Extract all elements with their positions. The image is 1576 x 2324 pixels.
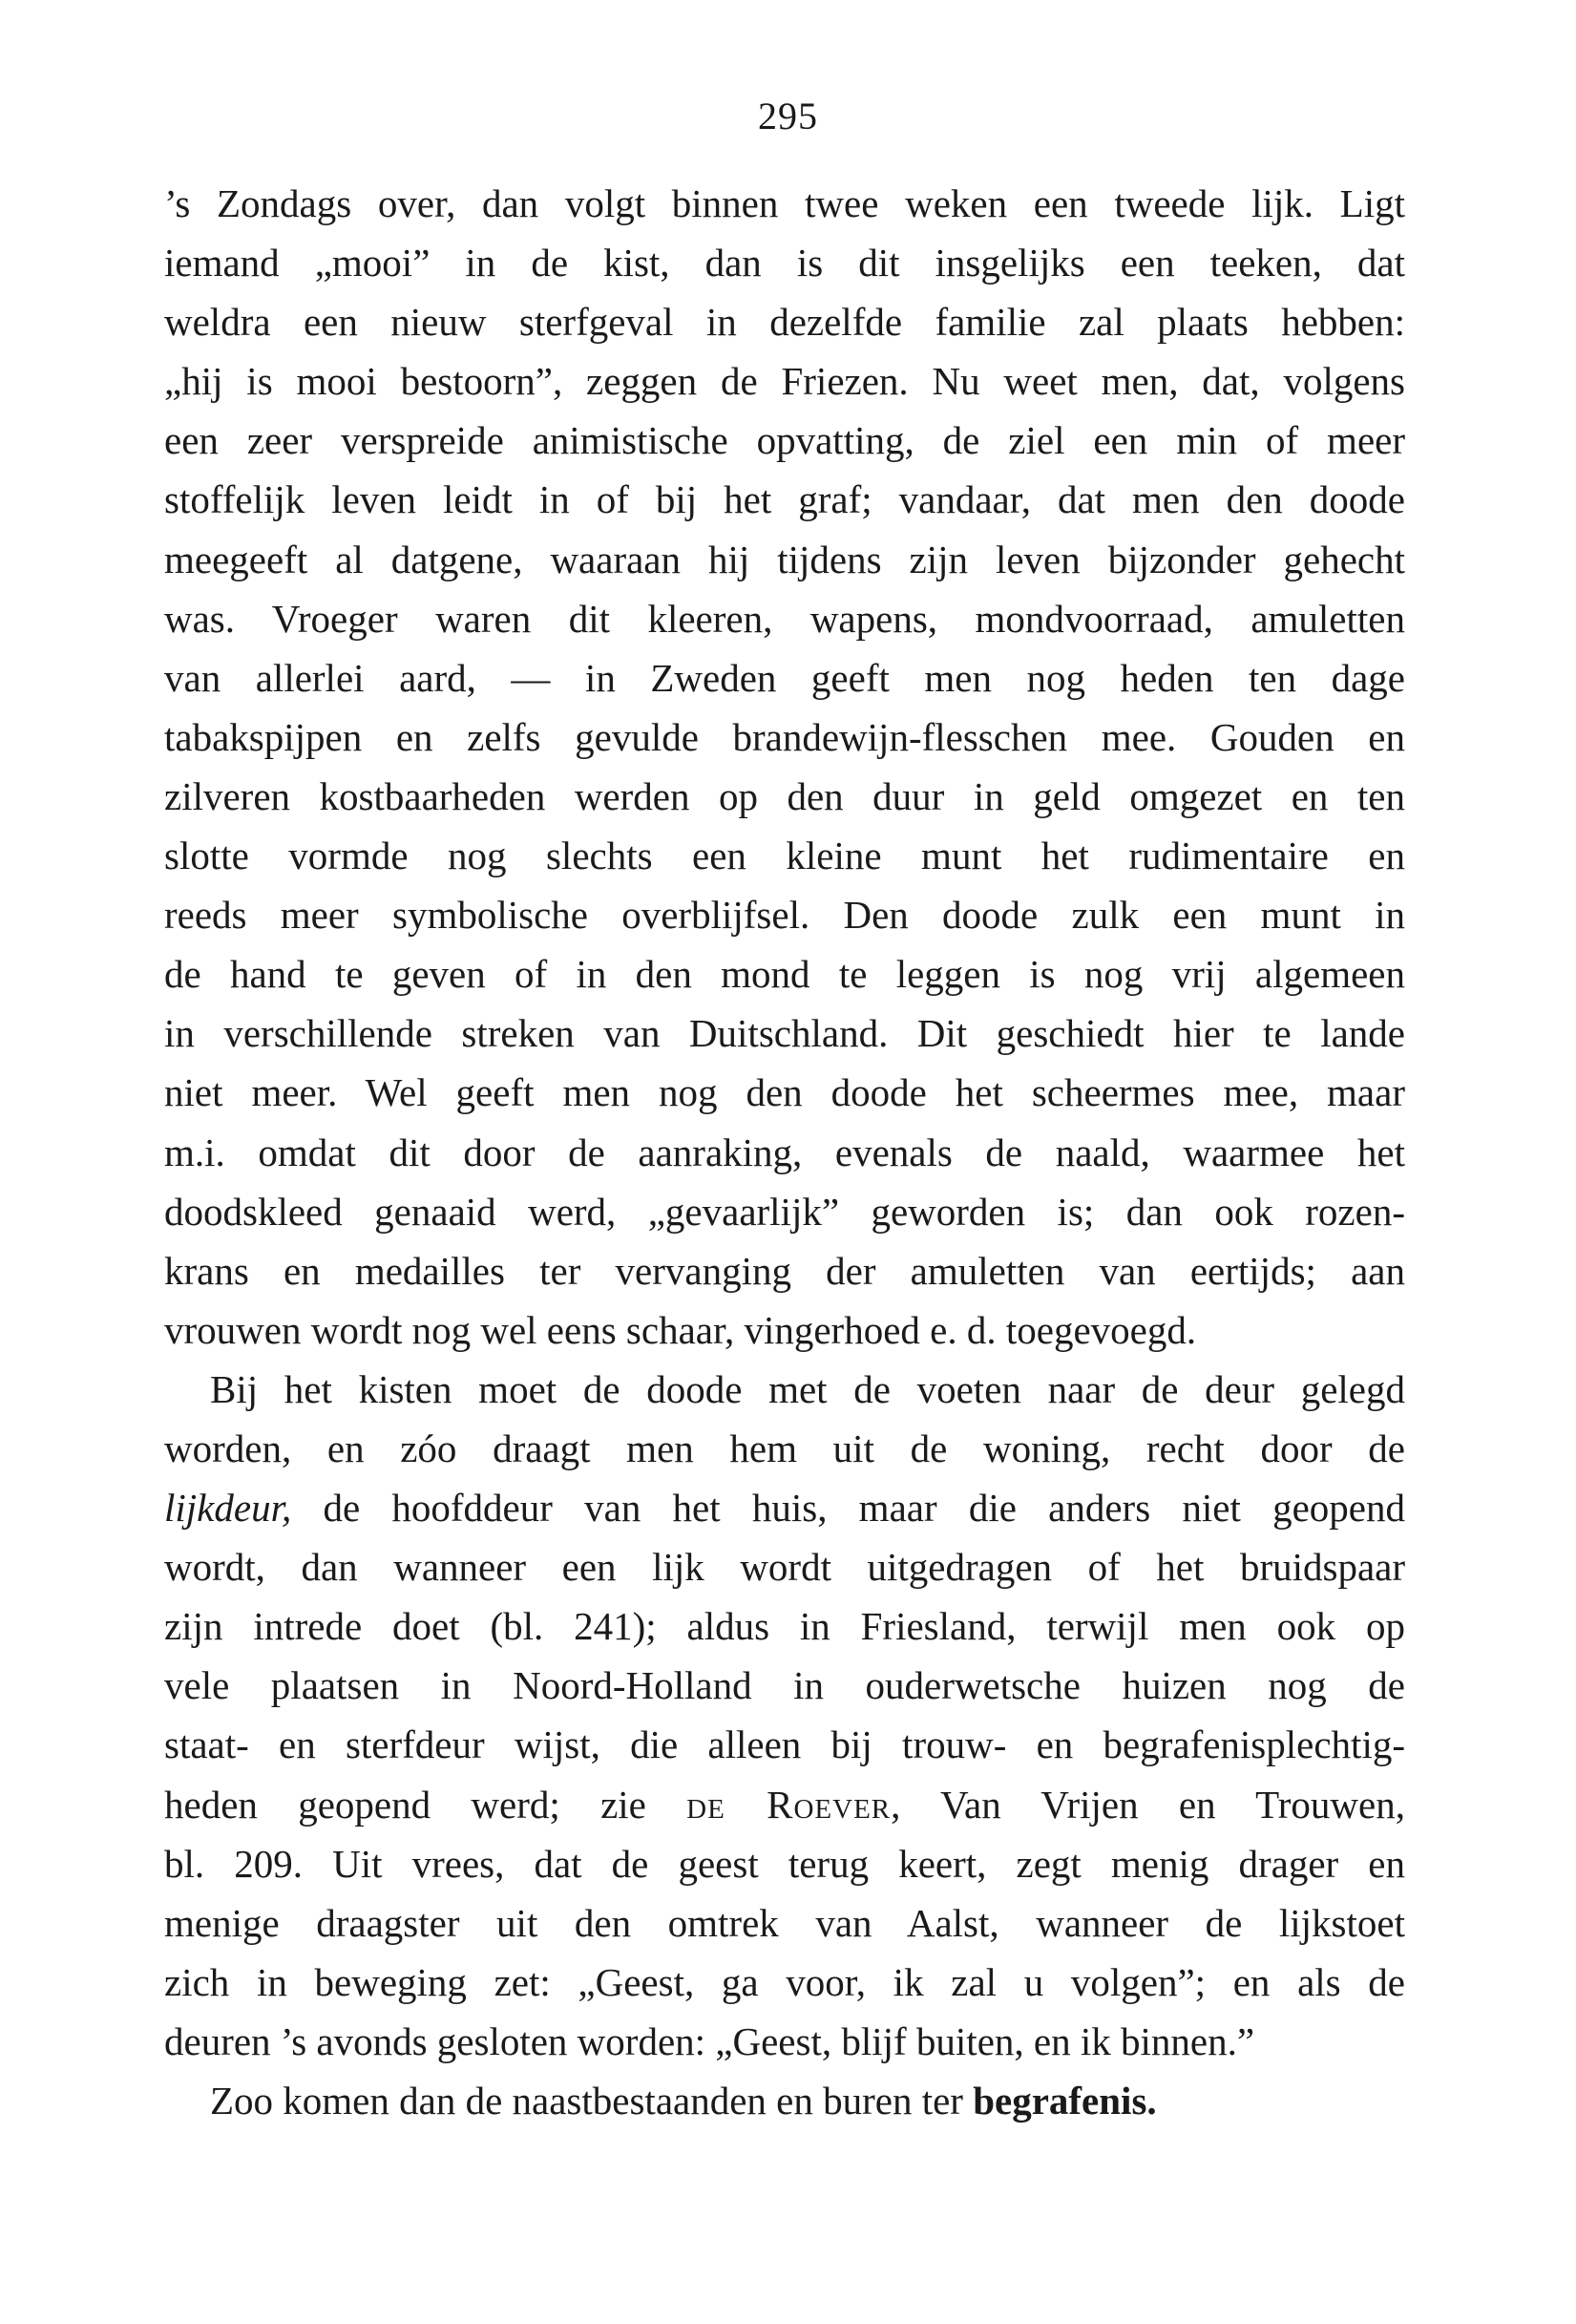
text-line: worden, en zóo draagt men hem uit de woning, recht door de [164, 1426, 1405, 1470]
text-line-citation [164, 1775, 1405, 1834]
text-line: stoffelijk leven leidt in of bij het graf; vandaar, dat men den doode [164, 477, 1405, 522]
text-line: van allerlei aard, — in Zweden geeft men nog heden ten dage [164, 655, 1405, 700]
text-line: zilveren kostbaarheden werden op den duur in geld omgezet en ten [164, 773, 1405, 818]
text-run: Zoo komen dan de naastbestaanden en buren ter [210, 2079, 974, 2123]
text-line: weldra een nieuw sterfgeval in dezelfde familie zal plaats hebben: [164, 300, 1405, 345]
text-line: Bij het kisten moet de doode met de voeten naar de deur gelegd [210, 1366, 1405, 1411]
text-line: menige draagster uit den omtrek van Aalst, wanneer de lijkstoet [164, 1900, 1405, 1945]
text-line: deuren ’s avonds gesloten worden: „Geest, blijf buiten, en ik binnen.” [164, 2018, 1255, 2063]
text-line: krans en medailles ter vervanging der amuletten van eertijds; aan [164, 1248, 1405, 1293]
text-run: heden geopend werd; zie [164, 1782, 687, 1827]
text-line: ’s Zondags over, dan volgt binnen twee weken een tweede lijk. Ligt [164, 181, 1405, 225]
emphasized-term: lijkdeur, [164, 1486, 292, 1531]
author-name: de Roever [686, 1782, 892, 1827]
text-line: een zeer verspreide animistische opvatting, de ziel een min of meer [164, 418, 1405, 463]
text-line: staat- en sterfdeur wijst, die alleen bij trouw- en begrafenisplechtig- [164, 1722, 1405, 1767]
text-run: de hoofddeur van het huis, maar die anders niet geopend [291, 1486, 1405, 1531]
text-line: reeds meer symbolische overblijfsel. Den doode zulk een munt in [164, 893, 1405, 938]
text-line: doodskleed genaaid werd, „gevaarlijk” geworden is; dan ook rozen- [164, 1189, 1405, 1234]
text-line: wordt, dan wanneer een lijk wordt uitgedragen of het bruidspaar [164, 1545, 1405, 1590]
text-line: vrouwen wordt nog wel eens schaar, vingerhoed e. d. toegevoegd. [164, 1307, 1197, 1352]
text-line: meegeeft al datgene, waaraan hij tijdens zijn leven bijzonder gehecht [164, 537, 1405, 581]
text-line: iemand „mooi” in de kist, dan is dit insgelijks een teeken, dat [164, 241, 1405, 285]
text-line: zijn intrede doet (bl. 241); aldus in Friesland, terwijl men ook op [164, 1604, 1405, 1649]
text-line: slotte vormde nog slechts een kleine munt het rudimentaire en [164, 834, 1405, 878]
text-line: m.i. omdat dit door de aanraking, evenals de naald, waarmee het [164, 1130, 1405, 1174]
text-line-begrafenis [164, 2071, 1405, 2130]
text-line: de hand te geven of in den mond te leggen is nog vrij algemeen [164, 952, 1405, 997]
text-line: bl. 209. Uit vrees, dat de geest terug keert, zegt menig drager en [164, 1841, 1405, 1886]
text-line: zich in beweging zet: „Geest, ga voor, ik zal u volgen”; en als de [164, 1959, 1405, 2004]
text-line: niet meer. Wel geeft men nog den doode het scheermes mee, maar [164, 1070, 1405, 1115]
text-line: in verschillende streken van Duitschland. Dit geschiedt hier te lande [164, 1011, 1405, 1056]
text-line: was. Vroeger waren dit kleeren, wapens, mondvoorraad, amuletten [164, 596, 1405, 641]
text-line: „hij is mooi bestoorn”, zeggen de Friezen. Nu weet men, dat, volgens [164, 359, 1405, 404]
text-line-lijkdeur [164, 1478, 1405, 1537]
body-text [164, 174, 1405, 2130]
page-number: 295 [758, 95, 818, 137]
text-line: tabakspijpen en zelfs gevulde brandewijn-flesschen mee. Gouden en [164, 714, 1405, 759]
bold-term: begrafenis. [973, 2079, 1157, 2123]
text-run: , Van Vrijen en Trouwen, [891, 1782, 1405, 1827]
text-line: vele plaatsen in Noord-Holland in ouderwetsche huizen nog de [164, 1663, 1405, 1708]
